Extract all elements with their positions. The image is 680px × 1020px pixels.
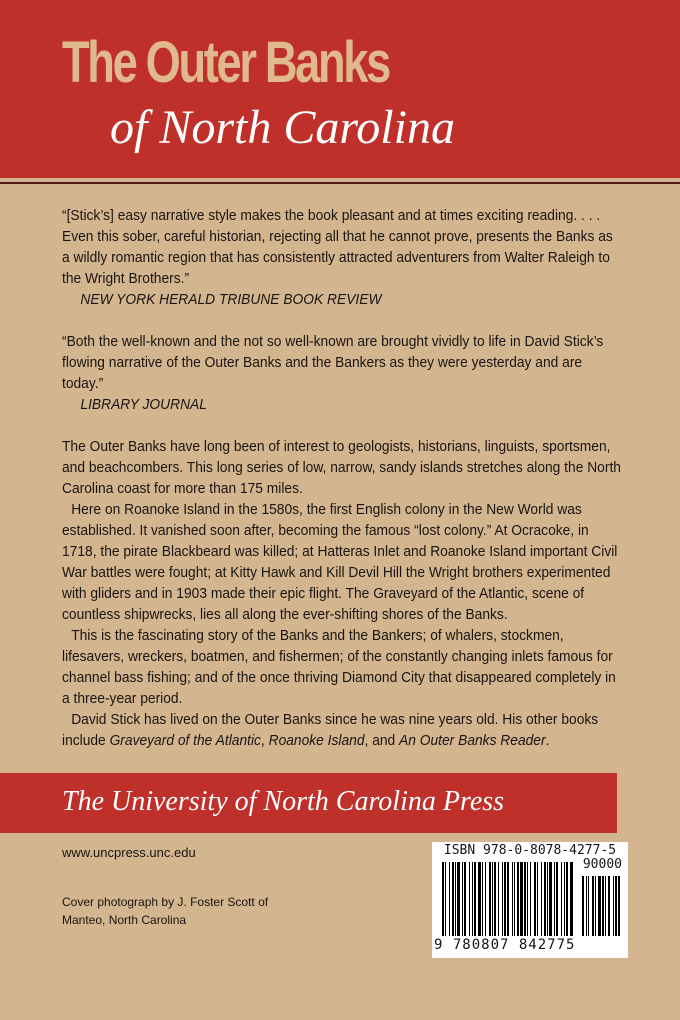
title-divider	[0, 182, 680, 184]
book-title-reader: An Outer Banks Reader	[399, 732, 546, 749]
barcode-bars	[442, 862, 620, 938]
isbn-number: ISBN 978-0-8078-4277-5	[443, 843, 617, 858]
review-source-2: LIBRARY JOURNAL	[80, 396, 207, 413]
review-source-1: NEW YORK HERALD TRIBUNE BOOK REVIEW	[80, 291, 382, 308]
review-quote-1: “[Stick’s] easy narrative style makes the book pleasant and at times exciting reading. . . . Even this sober, careful historian, rejecting all that he cannot prove, presents the Banks as a wildly romantic region that has consistently attracted adventurers from Walter Raleigh to the Wright Brothers.”	[62, 207, 613, 287]
book-title-roanoke: Roanoke Island	[268, 732, 365, 749]
ean-digits: 9 780807 842775	[434, 937, 576, 953]
book-title: The Outer Banks	[62, 30, 389, 95]
price-addon-code: 90000	[582, 857, 622, 872]
review-quote-2: “Both the well-known and the not so well-known are brought vividly to life in David Stick’s flowing narrative of the Outer Banks and the Bankers as they were yesterday and are today.”	[62, 333, 604, 392]
back-cover-text	[62, 205, 623, 751]
publisher-website: www.uncpress.unc.edu	[62, 845, 196, 860]
photo-credit: Cover photograph by J. Foster Scott of Manteo, North Carolina	[62, 895, 269, 927]
description-paragraph-3: This is the fascinating story of the Banks and the Bankers; of whalers, stockmen, lifesavers, wreckers, boatmen, and fishermen; of the constantly changing inlets famous for channel bass fishing; and of the once thriving Diamond City that disappeared completely in a three-year period.	[62, 627, 616, 707]
book-subtitle: of North Carolina	[110, 101, 455, 154]
author-bio: David Stick has lived on the Outer Banks since he was nine years old. His other books include Graveyard of the Atlantic, Roanoke Island, and An Outer Banks Reader.	[62, 711, 599, 749]
description-paragraph-2: Here on Roanoke Island in the 1580s, the first English colony in the New World was established. It vanished soon after, becoming the famous “lost colony.” At Ocracoke, in 1718, the pirate Blackbeard was killed; at Hatteras Inlet and Roanoke Island important Civil War battles were fought; at Kitty Hawk and Kill Devil Hill the Wright brothers experimented with gliders and in 1903 made their epic flight. The Graveyard of the Atlantic, scene of countless shipwrecks, lies all along the ever-shifting shores of the Banks.	[62, 501, 618, 623]
book-title-graveyard: Graveyard of the Atlantic	[109, 732, 261, 749]
isbn-barcode	[432, 842, 628, 958]
publisher-name: The University of North Carolina Press	[62, 786, 505, 817]
description-paragraph-1: The Outer Banks have long been of interest to geologists, historians, linguists, sportsmen, and beachcombers. This long series of low, narrow, sandy islands stretches along the North Carolina coast for more than 175 miles.	[62, 438, 621, 497]
